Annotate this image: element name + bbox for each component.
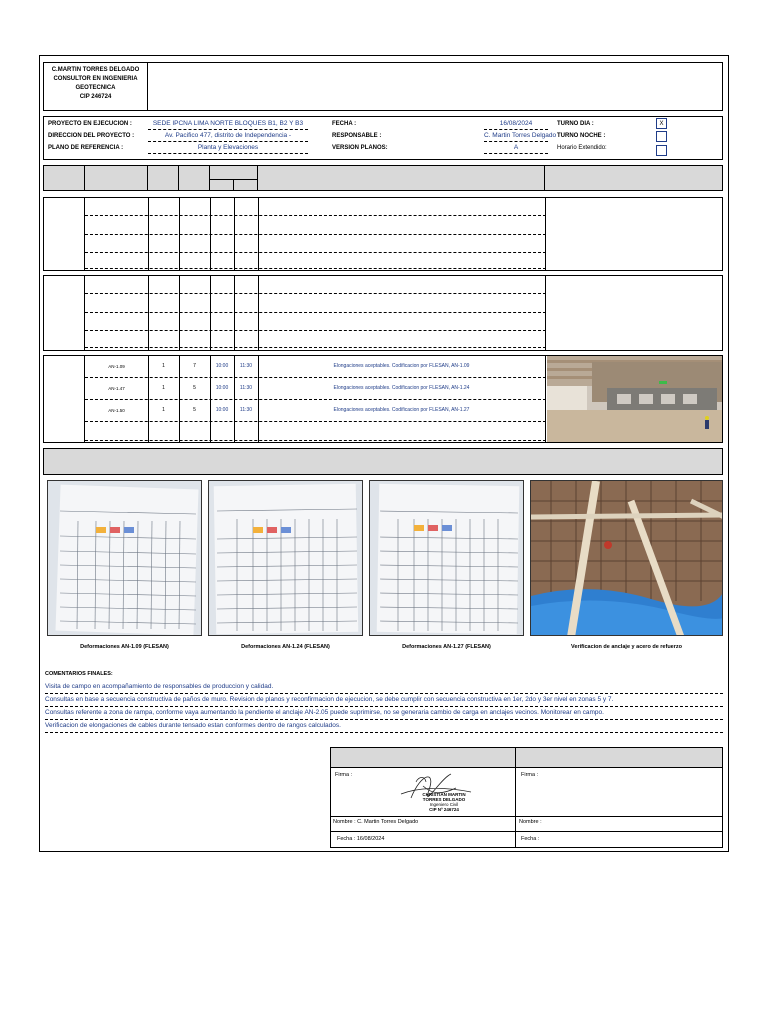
- block-col: [545, 276, 546, 350]
- plan-label: PLANO DE REFERENCIA :: [48, 145, 124, 151]
- stamp-text: [409, 792, 479, 812]
- comment-line-3: Consultas referente a zona de rampa, conforme vaya aumentando la pendiente el anclaje AN-2.05 puede suprimirse, no se generaria cambio de carga en anclajes vecinos. Monitorear en campo.: [45, 707, 723, 720]
- table-row: [85, 356, 546, 378]
- row-time-end: 11:30: [239, 385, 253, 391]
- firma-label-left: Firma :: [335, 772, 353, 778]
- date-value: 16/08/2024: [484, 120, 548, 130]
- block-col: [44, 276, 85, 350]
- block-col: [44, 356, 85, 442]
- fecha-left: Fecha : 16/08/2024: [337, 836, 385, 842]
- row-col-a: 1: [162, 407, 165, 413]
- project-value: SEDE IPCNA LIMA NORTE BLOQUES B1, B2 Y B3: [148, 120, 308, 130]
- company-line3: GEOTECNICA: [75, 85, 116, 91]
- anchor-code: AN-1.09: [108, 364, 125, 369]
- project-info: [43, 116, 723, 160]
- resp-label: RESPONSABLE :: [332, 133, 382, 139]
- fecha-right: Fecha :: [521, 836, 540, 842]
- header-col: [258, 166, 545, 190]
- row-divider: [85, 234, 546, 235]
- horario-checkbox[interactable]: [656, 145, 667, 156]
- rebar-anchor-photo: [530, 480, 723, 636]
- row-divider: [85, 293, 546, 294]
- table-block-3: [43, 355, 723, 443]
- row-col-b: 5: [193, 407, 196, 413]
- row-divider: [85, 312, 546, 313]
- table-row: [85, 400, 546, 422]
- row-time-start: 10:00: [215, 363, 229, 369]
- turno-noche-label: TURNO NOCHE :: [557, 133, 606, 139]
- row-time-end: 11:30: [239, 407, 253, 413]
- deformation-sheet-photo-1: [47, 480, 202, 636]
- resp-value: C. Martin Torres Delgado: [484, 132, 548, 142]
- firma-label-right: Firma :: [521, 772, 539, 778]
- section-bar: [43, 448, 723, 475]
- deformation-sheet-photo-2: [208, 480, 363, 636]
- signature-divider: [515, 748, 516, 847]
- comment-line-4: Verificacion de elongaciones de cables durante tensado estan conformes dentro de rangos calculados.: [45, 720, 723, 733]
- date-label: FECHA :: [332, 121, 357, 127]
- anchor-code: AN-1.47: [108, 386, 125, 391]
- row-time-end: 11:30: [239, 363, 253, 369]
- anchor-code: AN-1.50: [108, 408, 125, 413]
- table-block-1: [43, 197, 723, 271]
- stamp-line-1: CHRISTIAN MARTIN: [422, 792, 466, 797]
- row-divider: [85, 347, 546, 348]
- nombre-left: Nombre : C. Martin Torres Delgado: [333, 819, 419, 825]
- block-col: [210, 276, 211, 350]
- photo-caption-4: Verificacion de anclaje y acero de refuerzo: [571, 644, 682, 650]
- signature-stamp: [381, 768, 481, 816]
- turno-dia-label: TURNO DIA :: [557, 121, 594, 127]
- signature-row-line: [331, 816, 722, 817]
- company-block: [44, 63, 148, 110]
- header-col: [148, 166, 179, 190]
- block-col: [179, 276, 180, 350]
- signature-header: [331, 748, 722, 768]
- photo-caption-3: Deformaciones AN-1.27 (FLESAN): [402, 644, 491, 650]
- row-observation: Elongaciones aceptables. Codificacion por FLESAN, AN-1.24: [333, 385, 470, 391]
- row-col-b: 5: [193, 385, 196, 391]
- header-col: [85, 166, 148, 190]
- block-col: [44, 198, 85, 270]
- row-time-start: 10:00: [215, 385, 229, 391]
- row-divider: [85, 440, 546, 441]
- address-value: Av. Pacifico 477, distrito de Independencia -: [148, 132, 308, 142]
- company-header: [43, 62, 723, 111]
- header-col: [179, 166, 210, 190]
- block-col: [148, 276, 149, 350]
- header-subcol: [210, 180, 234, 190]
- version-value: A: [484, 144, 548, 154]
- stamp-line-2: TORRES DELGADO: [422, 797, 466, 802]
- nombre-right: Nombre :: [519, 819, 542, 825]
- address-label: DIRECCION DEL PROYECTO :: [48, 133, 135, 139]
- row-observation: Elongaciones aceptables. Codificacion por FLESAN, AN-1.09: [333, 363, 470, 369]
- row-divider: [85, 268, 546, 269]
- version-label: VERSION PLANOS:: [332, 145, 388, 151]
- company-cip: CIP 246724: [79, 94, 112, 100]
- row-divider: [85, 330, 546, 331]
- project-label: PROYECTO EN EJECUCION :: [48, 121, 132, 127]
- plan-value: Planta y Elevaciones: [148, 144, 308, 154]
- row-time-start: 10:00: [215, 407, 229, 413]
- stamp-line-3: Ingeniero Civil: [429, 802, 459, 807]
- deformation-sheet-photo-3: [369, 480, 524, 636]
- photo-caption-1: Deformaciones AN-1.09 (FLESAN): [80, 644, 169, 650]
- table-row: [85, 378, 546, 400]
- table-block-2: [43, 275, 723, 351]
- header-subrow: [210, 179, 258, 190]
- table-header: [43, 165, 723, 191]
- row-divider: [85, 215, 546, 216]
- signature-table: [330, 747, 723, 848]
- comments-title: COMENTARIOS FINALES:: [45, 671, 113, 677]
- turno-dia-checkbox[interactable]: X: [656, 118, 667, 129]
- row-observation: Elongaciones aceptables. Codificacion por FLESAN, AN-1.27: [333, 407, 470, 413]
- turno-noche-checkbox[interactable]: [656, 131, 667, 142]
- comment-line-1: Visita de campo en acompañamiento de responsables de produccion y calidad.: [45, 681, 723, 694]
- company-line2: CONSULTOR EN INGENIERIA: [53, 76, 138, 82]
- signature-row-line: [331, 831, 722, 832]
- block-col: [258, 276, 259, 350]
- stamp-line-4: CIP Nº 246724: [429, 807, 459, 812]
- site-photo: [547, 356, 722, 442]
- horario-label: Horario Extendido:: [557, 145, 607, 151]
- comment-line-2: Consultas en base a secuencia constructiva de paños de muro. Revision de planos y reconfirmacion de ejecucion, se debe cumplir con secuencia constructiva en 1er, 2do y 3er nivel en zonas 5 y 7.: [45, 694, 723, 707]
- row-col-b: 7: [193, 363, 196, 369]
- row-col-a: 1: [162, 363, 165, 369]
- photo-caption-2: Deformaciones AN-1.24 (FLESAN): [241, 644, 330, 650]
- block-col: [234, 276, 235, 350]
- row-divider: [85, 252, 546, 253]
- company-name: C.MARTIN TORRES DELGADO: [51, 67, 140, 73]
- row-col-a: 1: [162, 385, 165, 391]
- header-col: [44, 166, 85, 190]
